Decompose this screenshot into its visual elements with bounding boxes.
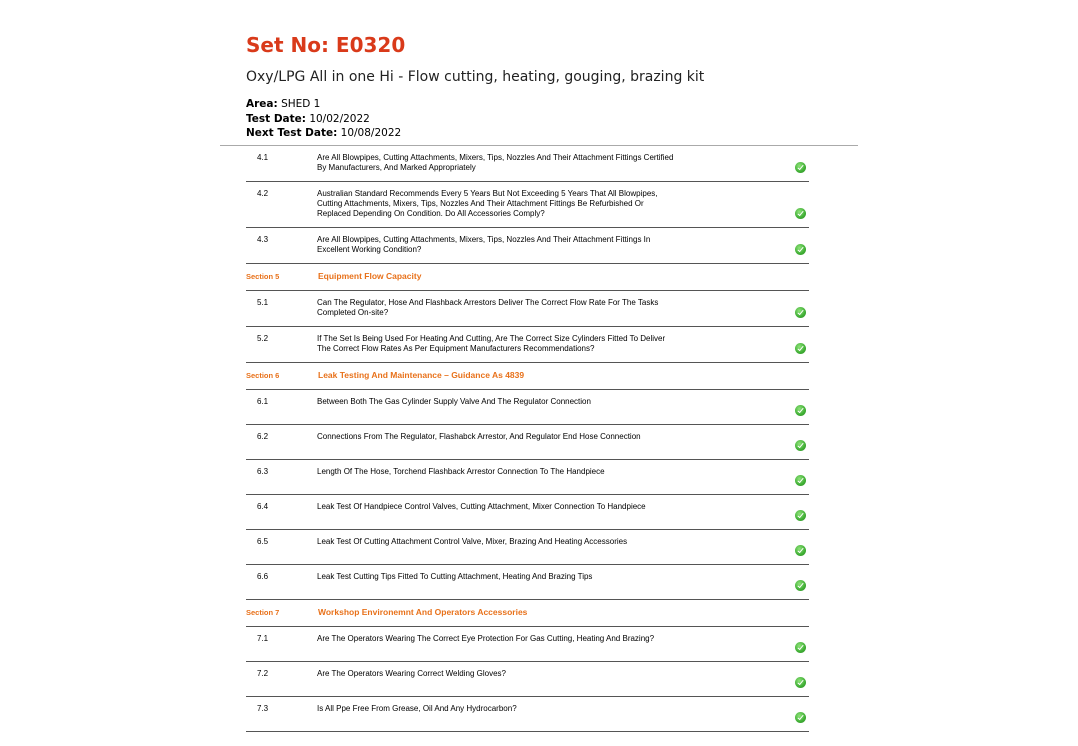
section-number: Section 7 xyxy=(246,608,280,617)
item-number: 7.2 xyxy=(257,669,269,678)
item-number: 5.2 xyxy=(257,334,269,343)
next-test-date-label: Next Test Date: xyxy=(246,127,338,139)
green-check-circle-icon xyxy=(795,162,806,173)
checklist-item-6-1 xyxy=(246,390,809,425)
area-line xyxy=(246,97,846,112)
checklist-item-6-2 xyxy=(246,425,809,460)
section-header-6 xyxy=(246,363,809,390)
item-question: Between Both The Gas Cylinder Supply Valve And The Regulator Connection xyxy=(317,397,591,406)
green-check-circle-icon xyxy=(795,510,806,521)
item-question: Leak Test Of Handpiece Control Valves, Cutting Attachment, Mixer Connection To Handpiece xyxy=(317,502,646,511)
green-check-circle-icon xyxy=(795,440,806,451)
green-check-circle-icon xyxy=(795,712,806,723)
checklist-item-5-2 xyxy=(246,327,809,363)
checklist-item-7-2 xyxy=(246,662,809,697)
item-question: Are The Operators Wearing The Correct Eye Protection For Gas Cutting, Heating And Brazing? xyxy=(317,634,655,643)
item-number: 6.6 xyxy=(257,572,269,581)
section-title: Workshop Environemnt And Operators Accessories xyxy=(318,607,528,617)
item-question: Length Of The Hose, Torchend Flashback Arrestor Connection To The Handpiece xyxy=(317,467,605,476)
item-question: Leak Test Cutting Tips Fitted To Cutting Attachment, Heating And Brazing Tips xyxy=(317,572,593,581)
item-question: Are All Blowpipes, Cutting Attachments, Mixers, Tips, Nozzles And Their Attachment Fittings In Excellent Working Condition? xyxy=(317,235,651,254)
item-number: 5.1 xyxy=(257,298,269,307)
item-number: 6.5 xyxy=(257,537,269,546)
checklist-item-4-2 xyxy=(246,182,809,228)
test-metadata xyxy=(246,97,846,141)
item-number: 4.3 xyxy=(257,235,269,244)
checklist-item-7-3 xyxy=(246,697,809,732)
item-question: Australian Standard Recommends Every 5 Years But Not Exceeding 5 Years That All Blowpipes, Cutting Attachments, Mixers, Tips, Nozzles And Their Attachment Fittings Be Refurbished Or Replaced Depending On Condition. Do All Accessories Comply? xyxy=(317,189,658,218)
equipment-description: Oxy/LPG All in one Hi - Flow cutting, heating, gouging, brazing kit xyxy=(246,69,705,85)
green-check-circle-icon xyxy=(795,405,806,416)
inspection-checklist xyxy=(246,146,809,732)
item-question: Leak Test Of Cutting Attachment Control Valve, Mixer, Brazing And Heating Accessories xyxy=(317,537,628,546)
checklist-item-6-4 xyxy=(246,495,809,530)
checklist-item-4-3 xyxy=(246,228,809,264)
item-number: 7.1 xyxy=(257,634,269,643)
next-test-date-line xyxy=(246,126,846,141)
area-label: Area: xyxy=(246,98,278,110)
checklist-item-7-1 xyxy=(246,627,809,662)
set-number-title: Set No: E0320 xyxy=(246,33,406,57)
checklist-item-6-6 xyxy=(246,565,809,600)
checklist-item-5-1 xyxy=(246,291,809,327)
item-number: 6.2 xyxy=(257,432,269,441)
checklist-item-4-1 xyxy=(246,146,809,182)
green-check-circle-icon xyxy=(795,677,806,688)
section-title: Leak Testing And Maintenance – Guidance As 4839 xyxy=(318,370,525,380)
item-number: 4.2 xyxy=(257,189,269,198)
item-question: Is All Ppe Free From Grease, Oil And Any Hydrocarbon? xyxy=(317,704,517,713)
section-header-5 xyxy=(246,264,809,291)
green-check-circle-icon xyxy=(795,475,806,486)
green-check-circle-icon xyxy=(795,642,806,653)
item-number: 7.3 xyxy=(257,704,269,713)
green-check-circle-icon xyxy=(795,343,806,354)
item-question: Are The Operators Wearing Correct Welding Gloves? xyxy=(317,669,506,678)
test-date-line xyxy=(246,112,846,127)
checklist-item-6-5 xyxy=(246,530,809,565)
item-question: Are All Blowpipes, Cutting Attachments, Mixers, Tips, Nozzles And Their Attachment Fittings Certified By Manufacturers, And Marked Appropriately xyxy=(317,153,674,172)
item-number: 6.4 xyxy=(257,502,269,511)
item-question: Can The Regulator, Hose And Flashback Arrestors Deliver The Correct Flow Rate For The Tasks Completed On-site? xyxy=(317,298,659,317)
section-header-7 xyxy=(246,600,809,627)
item-number: 6.1 xyxy=(257,397,269,406)
item-number: 6.3 xyxy=(257,467,269,476)
area-value: SHED 1 xyxy=(281,98,321,110)
test-date-label: Test Date: xyxy=(246,112,306,125)
document-header xyxy=(246,30,846,141)
item-question: If The Set Is Being Used For Heating And Cutting, Are The Correct Size Cylinders Fitted To Deliver The Correct Flow Rates As Per Equipment Manufacturers Recommendations? xyxy=(317,334,666,353)
green-check-circle-icon xyxy=(795,208,806,219)
next-test-date-value: 10/08/2022 xyxy=(340,127,402,139)
checklist-item-6-3 xyxy=(246,460,809,495)
green-check-circle-icon xyxy=(795,244,806,255)
section-number: Section 5 xyxy=(246,272,280,281)
item-question: Connections From The Regulator, Flashabck Arrestor, And Regulator End Hose Connection xyxy=(317,432,641,441)
section-number: Section 6 xyxy=(246,371,280,380)
test-date-value: 10/02/2022 xyxy=(309,112,370,125)
section-title: Equipment Flow Capacity xyxy=(318,271,422,281)
item-number: 4.1 xyxy=(257,153,269,162)
green-check-circle-icon xyxy=(795,307,806,318)
green-check-circle-icon xyxy=(795,545,806,556)
green-check-circle-icon xyxy=(795,580,806,591)
